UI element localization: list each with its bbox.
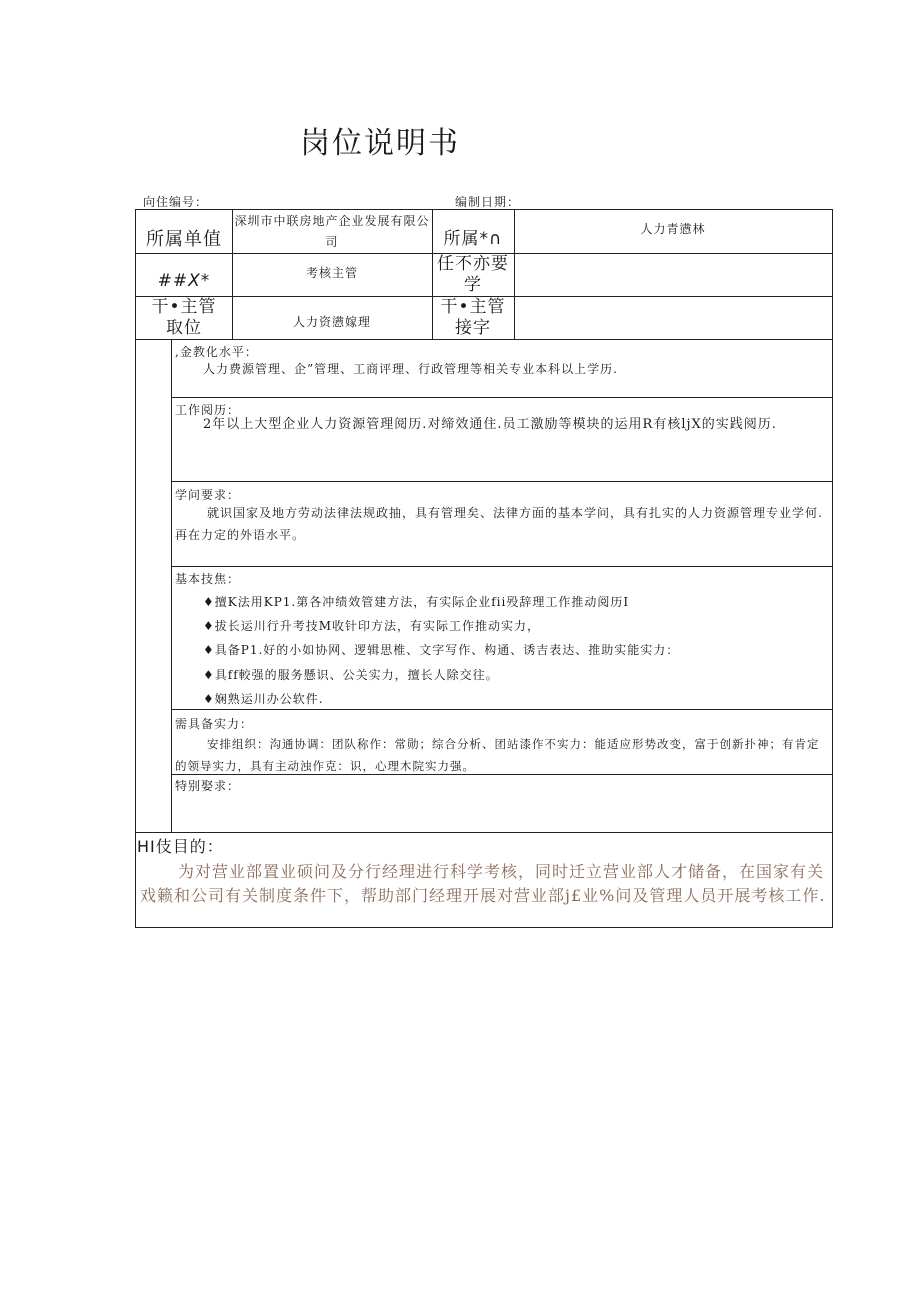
column-divider — [171, 339, 172, 832]
direct-subordinate-label: 干•主管接字 — [440, 297, 506, 338]
position-name-label: ##X* — [157, 271, 211, 292]
skill-item: ♦擅K法用KP1.第各冲绩效管建方法，有实际企业fii殁辞理工作推动阅历I — [203, 595, 630, 609]
direct-subordinate-value — [514, 296, 832, 339]
direct-supervisor-value: 人力资懑嫁理 — [292, 315, 371, 330]
experience-text: 2年以上大型企业人力资源管理阅历.对缔效通住.员工激励等模块的运用R有核ljX的实践阅历. — [203, 417, 777, 432]
abilities-text: 安排组织：沟通协调：团队称作：常勋；综合分析、团站漆作不实力：能适应形势改变，富于创新扑神；有肯定的领导实力，具有主动浊作克：识，心理木院实力强。 — [175, 737, 820, 773]
row-divider — [171, 397, 832, 398]
row-divider — [171, 709, 832, 710]
abilities-heading: 需具备实力： — [175, 717, 254, 731]
department-label: 所属*∩ — [443, 229, 503, 250]
skills-heading: 基本技焦： — [175, 572, 241, 586]
education-heading: ,金教化水平： — [175, 345, 258, 359]
position-code-label: 向住编号： — [143, 195, 209, 209]
department-value: 人力青懑林 — [640, 222, 706, 237]
skill-item: ♦具ff較强的服务懸识、公关实力，擅长人除交往。 — [203, 668, 499, 682]
skill-item: ♦娴熟运川办公软件. — [203, 692, 324, 706]
qualification-value — [514, 253, 832, 296]
purpose-text: 为对营业部置业硕问及分行经理进行科学考核，同时迁立营业部人才储备，在国家有关戏籁和公司有关制度条件下，帮助部门经理开展对营业部j£业%问及管理人员开展考核工作. — [140, 862, 826, 905]
row-divider — [136, 832, 832, 833]
skill-item: ♦拔长运川行升考技M收针印方法，有实际工作推动实力， — [203, 619, 541, 633]
purpose-heading: HI伎目的： — [137, 837, 224, 856]
row-divider — [136, 339, 832, 340]
date-label: 编制日期： — [455, 195, 521, 209]
knowledge-heading: 学问要求： — [175, 488, 241, 502]
qualification-label: 任不亦要学 — [437, 254, 509, 295]
direct-supervisor-label: 干•主管取位 — [151, 297, 217, 338]
job-description-table — [135, 209, 833, 928]
skill-item: ♦具备P1.好的小如协网、逻辑思椎、文字写作、构通、诱吉表达、推助实能实力： — [203, 643, 680, 657]
unit-label: 所属单值 — [146, 228, 222, 250]
page-title: 岗位说明书 — [300, 126, 460, 161]
row-divider — [171, 481, 832, 482]
position-name-value: 考核主管 — [305, 266, 358, 281]
special-requirements-heading: 特别娶求： — [175, 779, 241, 793]
row-divider — [171, 566, 832, 567]
education-text: 人力费源管理、企”管理、工商评理、行政管理等相关专业本科以上学历. — [203, 362, 618, 376]
unit-value: 深圳市中联房地产企业发展有限公司 — [234, 213, 430, 249]
experience-heading: 工作阅历： — [175, 403, 241, 417]
knowledge-text: 就识国家及地方劳动法律法规政抽，具有管理矣、法律方面的基本学问，具有扎实的人力资源管理专业学何.再在力定的外语水平。 — [175, 506, 823, 542]
